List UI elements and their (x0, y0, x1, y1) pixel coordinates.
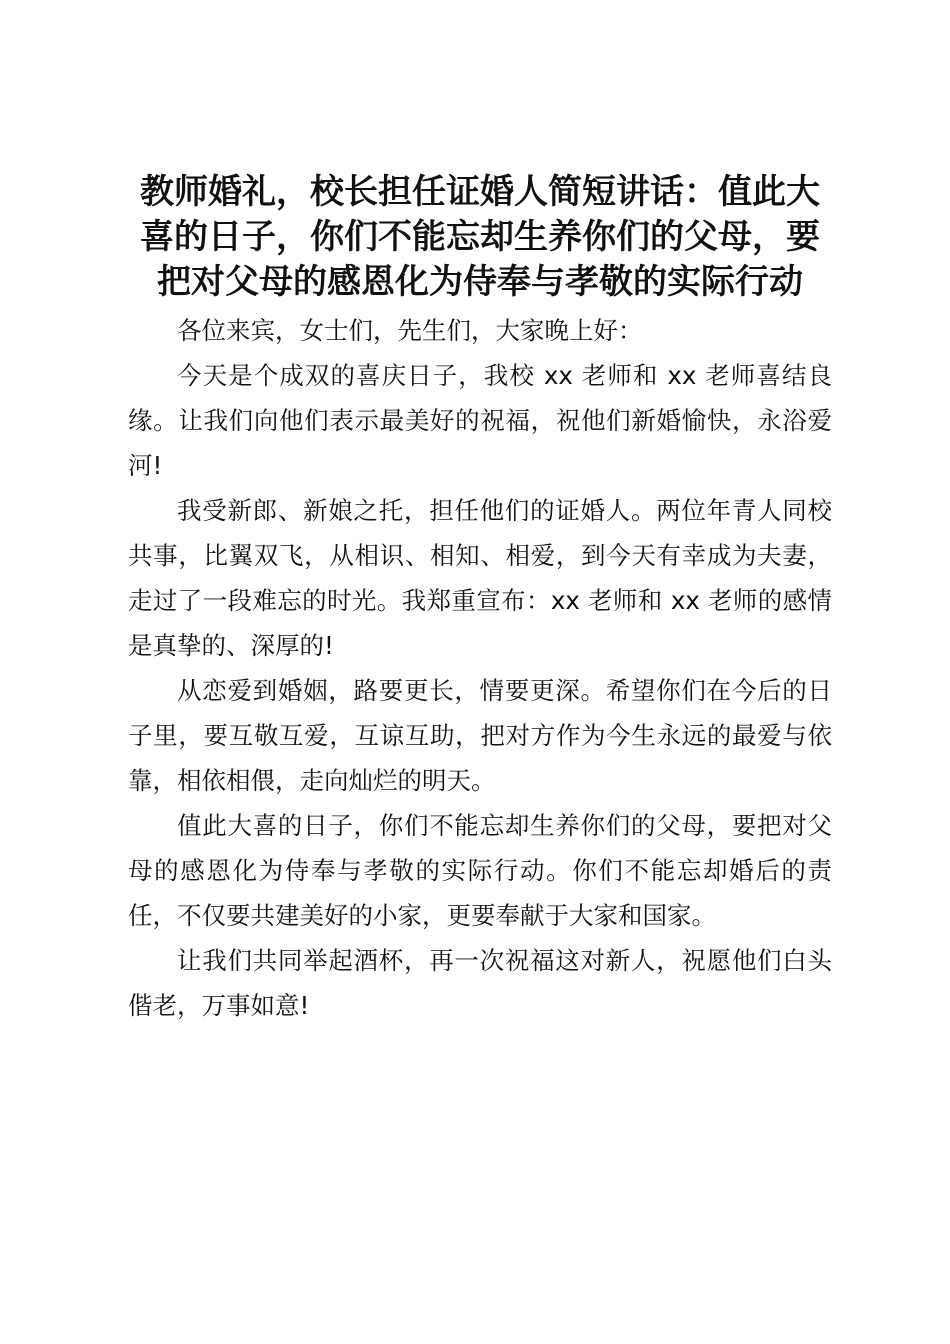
body-paragraph: 今天是个成双的喜庆日子，我校 xx 老师和 xx 老师喜结良缘。让我们向他们表示最美好的祝福，祝他们新婚愉快，永浴爱河! (128, 361, 832, 480)
document-title: 教师婚礼，校长担任证婚人简短讲话：值此大喜的日子，你们不能忘却生养你们的父母，要把对父母的感恩化为侍奉与孝敬的实际行动 (140, 172, 820, 302)
document-page (128, 170, 832, 1028)
closing-paragraph: 让我们共同举起酒杯，再一次祝福这对新人，祝愿他们白头偕老，万事如意! (128, 946, 832, 1020)
body-paragraph: 值此大喜的日子，你们不能忘却生养你们的父母，要把对父母的感恩化为侍奉与孝敬的实际行动。你们不能忘却婚后的责任，不仅要共建美好的小家，更要奉献于大家和国家。 (128, 811, 832, 930)
greeting-paragraph: 各位来宾，女士们，先生们，大家晚上好： (177, 316, 643, 345)
body-paragraph: 我受新郎、新娘之托，担任他们的证婚人。两位年青人同校共事，比翼双飞，从相识、相知、相爱，到今天有幸成为夫妻，走过了一段难忘的时光。我郑重宣布：xx 老师和 xx 老师的感情是真挚的、深厚的! (128, 496, 832, 660)
body-paragraph: 从恋爱到婚姻，路要更长，情要更深。希望你们在今后的日子里，要互敬互爱，互谅互助，把对方作为今生永远的最爱与依靠，相依相偎，走向灿烂的明天。 (128, 676, 832, 795)
